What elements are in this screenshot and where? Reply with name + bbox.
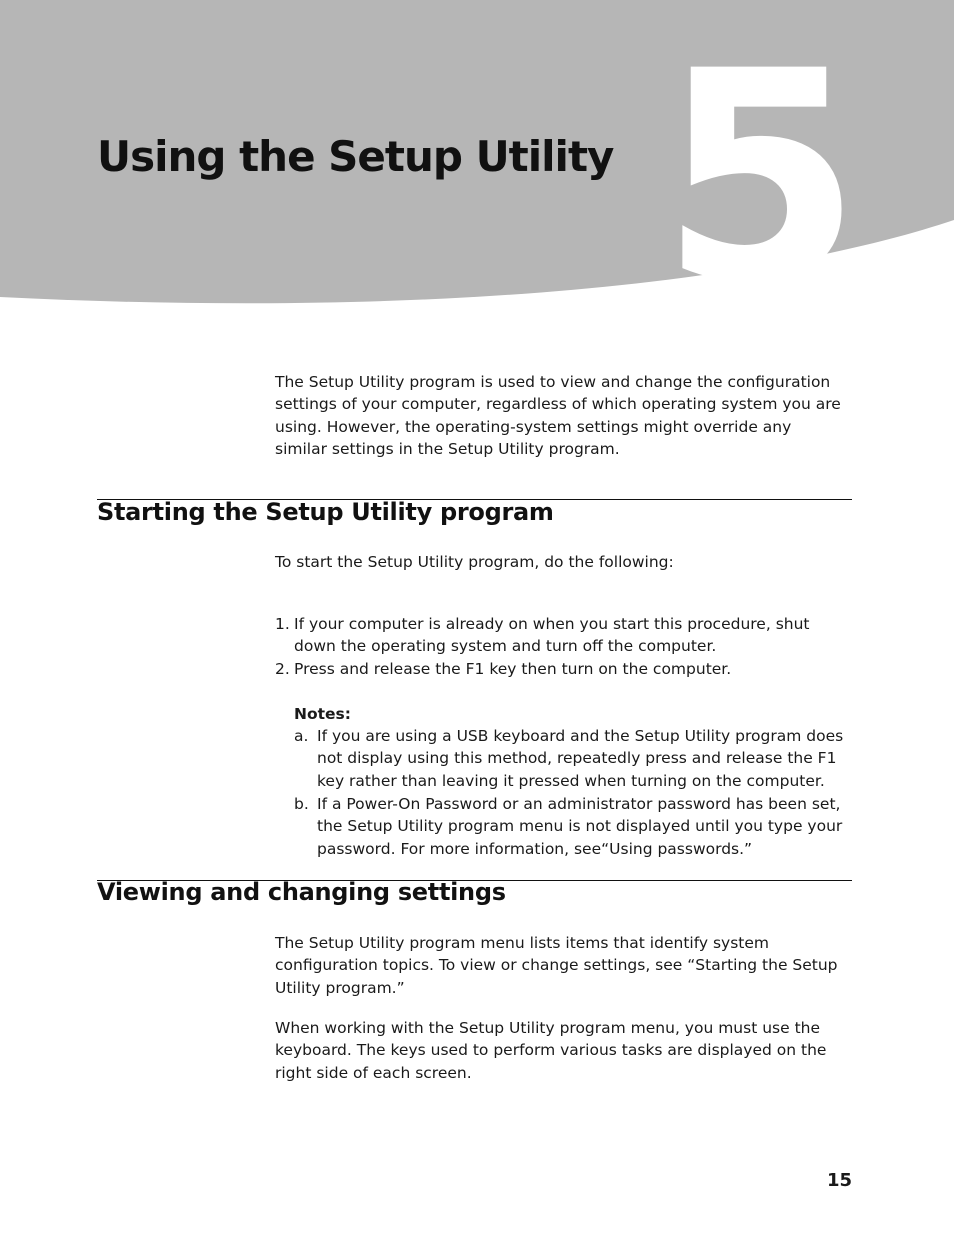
note-text: If a Power-On Password or an administrator password has been set, the Setup Utility program menu is not displayed until you type your password. For more information, see“Using passwords.” — [317, 795, 843, 858]
note-letter: a. — [294, 727, 309, 745]
section-heading-starting: Starting the Setup Utility program — [97, 498, 554, 526]
step-item — [275, 658, 847, 682]
settings-paragraph: The Setup Utility program menu lists items that identify system configuration topics. To view or change settings, see “Starting the Setup Utility program.” — [275, 934, 838, 997]
note-letter: b. — [294, 795, 309, 813]
section-lead: To start the Setup Utility program, do the following: — [275, 553, 674, 571]
chapter-number: 5 — [660, 10, 852, 320]
note-text: If you are using a USB keyboard and the Setup Utility program does not display using this method, repeatedly press and release the F1 key rather than leaving it pressed when turning on the computer. — [317, 727, 844, 790]
step-text: If your computer is already on when you start this procedure, shut down the operating system and turn off the computer. — [294, 615, 810, 656]
section-heading-viewing: Viewing and changing settings — [97, 878, 506, 906]
settings-paragraph: When working with the Setup Utility program menu, you must use the keyboard. The keys used to perform various tasks are displayed on the right side of each screen. — [275, 1019, 827, 1082]
page-number: 15 — [826, 1170, 852, 1191]
note-item — [294, 793, 850, 861]
step-item — [275, 613, 847, 659]
chapter-title: Using the Setup Utility — [97, 132, 614, 181]
step-text: Press and release the F1 key then turn on the computer. — [294, 660, 732, 678]
note-item — [294, 725, 850, 793]
step-number: 2. — [275, 660, 290, 678]
step-number: 1. — [275, 615, 290, 633]
intro-paragraph: The Setup Utility program is used to view and change the configuration settings of your computer, regardless of which operating system you are using. However, the operating-system settings might override any similar settings in the Setup Utility program. — [275, 373, 841, 459]
notes-label: Notes: — [294, 705, 351, 723]
